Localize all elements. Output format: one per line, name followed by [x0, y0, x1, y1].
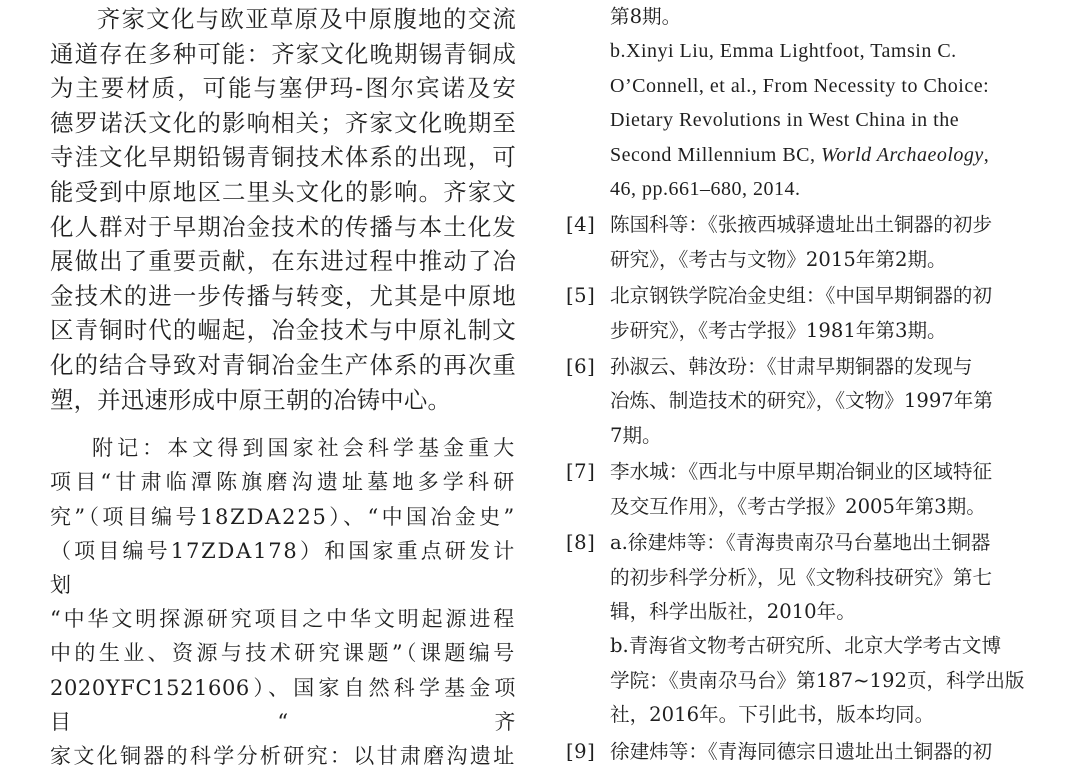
text-line: 化人群对于早期冶金技术的传播与本土化发: [50, 212, 516, 241]
reference-number: [4]: [566, 213, 596, 237]
text-line: 区青铜时代的崛起，冶金技术与中原礼制文: [50, 316, 516, 345]
reference-4: [566, 208, 1036, 277]
note-line: 2020YFC1521606）、国家自然科学基金项目“齐: [50, 675, 516, 734]
reference-line: 研究》，《考古与文物》2015年第2期。: [610, 247, 947, 271]
reference-number: [5]: [566, 284, 596, 308]
reference-line: 冶炼、制造技术的研究》，《文物》1997年第: [610, 389, 993, 413]
reference-line: O’Connell, et al., From Necessity to Choice:: [610, 74, 990, 97]
reference-number: [6]: [566, 355, 596, 379]
reference-number: [9]: [566, 739, 596, 763]
reference-line: 的初步科学分析》，见《文物科技研究》第七: [610, 565, 993, 589]
reference-8: [566, 526, 1036, 732]
text-line: 展做出了重要贡献，在东进过程中推动了冶: [50, 247, 516, 276]
references-column: [566, 0, 1036, 769]
reference-line: 步研究》，《考古学报》1981年第3期。: [610, 318, 947, 342]
text-line: 塑，并迅速形成中原王朝的冶铸中心。: [50, 385, 452, 414]
reference-line: a.徐建炜等：《青海贵南尕马台墓地出土铜器: [610, 531, 991, 555]
reference-line: 孙淑云、韩汝玢：《甘肃早期铜器的发现与: [610, 355, 973, 379]
reference-line: b.青海省文物考古研究所、北京大学考古文博: [610, 634, 1002, 658]
reference-line: 辑，科学出版社，2010年。: [610, 599, 856, 623]
reference-9: [566, 735, 1036, 769]
main-paragraph: [50, 2, 516, 417]
reference-text: Second Millennium BC,: [610, 143, 821, 166]
note-line: 究”（项目编号18ZDA225）、“中国冶金史”: [50, 504, 516, 529]
note-line: （项目编号17ZDA178）和国家重点研发计划: [50, 538, 516, 597]
reference-number: [7]: [566, 460, 596, 484]
reference-number: [8]: [566, 531, 596, 555]
reference-line: 北京钢铁学院冶金史组：《中国早期铜器的初: [610, 284, 993, 308]
reference-line: 陈国科等：《张掖西城驿遗址出土铜器的初步: [610, 213, 993, 237]
reference-continuation: 第8期。: [610, 5, 682, 28]
reference-line: Dietary Revolutions in West China in the: [610, 109, 960, 132]
reference-7: [566, 455, 1036, 524]
reference-line: [610, 138, 1036, 172]
text-line: 化的结合导致对青铜冶金生产体系的再次重: [50, 350, 516, 379]
reference-line: 7期。: [610, 423, 662, 447]
reference-3b: [566, 34, 1036, 206]
reference-5: [566, 279, 1036, 348]
text-line: 能受到中原地区二里头文化的影响。齐家文: [50, 177, 516, 206]
left-column: [50, 0, 516, 773]
journal-title: World Archaeology: [821, 143, 984, 166]
reference-line: 学院：《贵南尕马台》第187~192页，科学出版: [610, 668, 1025, 692]
note-line: 家文化铜器的科学分析研究：以甘肃磨沟遗址: [50, 743, 516, 768]
acknowledgement-note: [50, 431, 516, 773]
reference-line: 李水城：《西北与中原早期冶铜业的区域特征: [610, 460, 993, 484]
reference-line: b.Xinyi Liu, Emma Lightfoot, Tamsin C.: [610, 40, 957, 63]
text-line: 金技术的进一步传播与转变，尤其是中原地: [50, 281, 516, 310]
text-line: 德罗诺沃文化的影响相关；齐家文化晚期至: [50, 108, 516, 137]
reference-line: 46, pp.661–680, 2014.: [610, 178, 801, 201]
reference-line: 及交互作用》，《考古学报》2005年第3期。: [610, 494, 986, 518]
reference-line: 徐建炜等：《青海同德宗日遗址出土铜器的初: [610, 739, 993, 763]
reference-6: [566, 350, 1036, 453]
text-line: 齐家文化与欧亚草原及中原腹地的交流: [96, 5, 516, 33]
note-line: “中华文明探源研究项目之中华文明起源进程: [50, 607, 516, 632]
text-line: 寺洼文化早期铅锡青铜技术体系的出现，可: [50, 143, 516, 172]
text-line: 通道存在多种可能：齐家文化晚期锡青铜成: [50, 39, 516, 68]
note-line: 项目“甘肃临潭陈旗磨沟遗址墓地多学科研: [50, 470, 516, 495]
reference-line: 社，2016年。下引此书，版本均同。: [610, 703, 935, 727]
text-line: 为主要材质，可能与塞伊玛-图尔宾诺及安: [50, 74, 516, 103]
note-line: 附记：本文得到国家社会科学基金重大: [92, 436, 516, 461]
reference-text: ,: [983, 143, 990, 166]
note-line: 中的生业、资源与技术研究课题”（课题编号: [50, 641, 516, 666]
